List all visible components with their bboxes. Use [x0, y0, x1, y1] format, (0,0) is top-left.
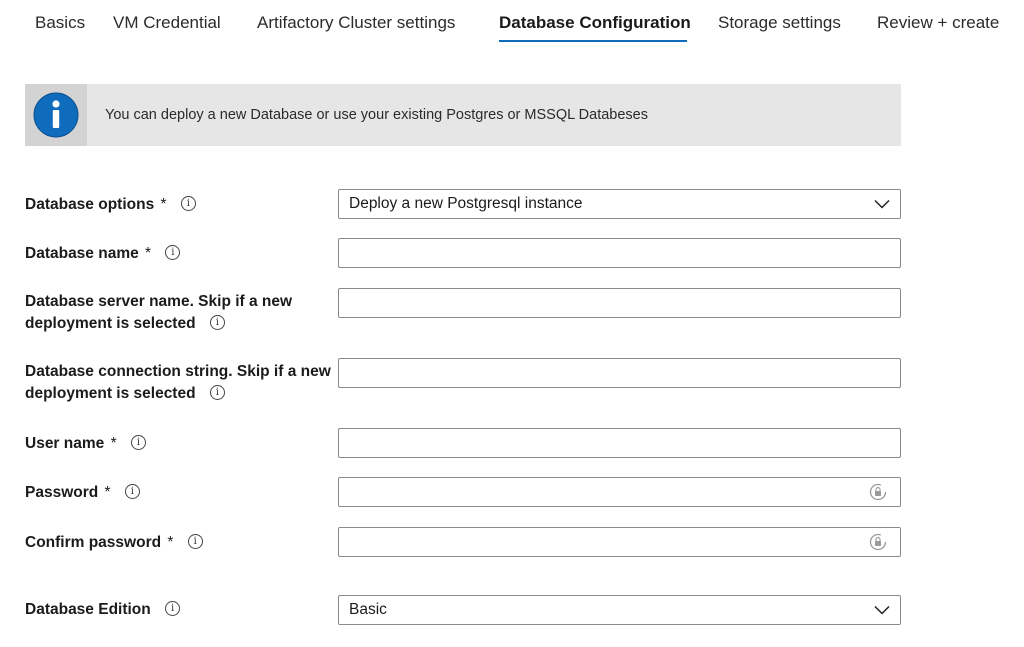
database-options-dropdown[interactable]: [338, 189, 901, 219]
confirm-password-field[interactable]: [338, 527, 901, 557]
database-server-name-field[interactable]: [338, 288, 901, 318]
tab-storage-settings[interactable]: Storage settings: [718, 13, 841, 32]
database-name-input[interactable]: [339, 239, 879, 267]
tab-vm-credential[interactable]: VM Credential: [113, 13, 221, 32]
tab-basics[interactable]: Basics: [35, 13, 86, 32]
wizard-tabs: [0, 0, 1024, 50]
confirm-password-label: Confirm password * i: [25, 532, 335, 554]
tab-artifactory-cluster-settings[interactable]: Artifactory Cluster settings: [257, 13, 456, 32]
required-asterisk: *: [110, 435, 117, 452]
database-connection-string-input[interactable]: [339, 359, 879, 387]
password-input[interactable]: [339, 478, 879, 506]
database-connection-string-label: Database connection string. Skip if a new deployment is selected i: [25, 363, 331, 402]
info-tooltip-icon[interactable]: i: [131, 435, 146, 450]
info-icon: [25, 84, 87, 146]
chevron-down-icon: [874, 602, 890, 618]
confirm-password-input[interactable]: [339, 528, 879, 556]
database-edition-selected-value: Basic: [349, 601, 387, 618]
required-asterisk: *: [145, 245, 152, 262]
info-tooltip-icon[interactable]: i: [181, 196, 196, 211]
active-tab-indicator: [499, 40, 687, 42]
user-name-input[interactable]: [339, 429, 879, 457]
password-lock-icon: [869, 533, 887, 551]
info-tooltip-icon[interactable]: i: [165, 601, 180, 616]
info-tooltip-icon[interactable]: i: [165, 245, 180, 260]
info-tooltip-icon[interactable]: i: [210, 385, 225, 400]
database-edition-label: Database Edition i: [25, 599, 335, 621]
database-name-field[interactable]: [338, 238, 901, 268]
database-options-label: Database options * i: [25, 194, 335, 216]
required-asterisk: *: [160, 196, 167, 213]
password-field[interactable]: [338, 477, 901, 507]
password-lock-icon: [869, 483, 887, 501]
database-edition-dropdown[interactable]: [338, 595, 901, 625]
required-asterisk: *: [167, 534, 174, 551]
info-tooltip-icon[interactable]: i: [210, 315, 225, 330]
info-tooltip-icon[interactable]: i: [125, 484, 140, 499]
chevron-down-icon: [874, 196, 890, 212]
password-label: Password * i: [25, 482, 335, 504]
info-tooltip-icon[interactable]: i: [188, 534, 203, 549]
database-server-name-label: Database server name. Skip if a new deployment is selected i: [25, 293, 293, 332]
info-banner-text: You can deploy a new Database or use your existing Postgres or MSSQL Databeses: [105, 107, 648, 123]
database-name-label: Database name * i: [25, 243, 335, 265]
required-asterisk: *: [104, 484, 111, 501]
user-name-field[interactable]: [338, 428, 901, 458]
info-banner: [25, 84, 901, 146]
tab-review-create[interactable]: Review + create: [877, 13, 1000, 32]
tab-database-configuration[interactable]: Database Configuration: [499, 13, 691, 32]
user-name-label: User name * i: [25, 433, 335, 455]
database-server-name-input[interactable]: [339, 289, 879, 317]
database-options-selected-value: Deploy a new Postgresql instance: [349, 195, 583, 212]
database-connection-string-field[interactable]: [338, 358, 901, 388]
